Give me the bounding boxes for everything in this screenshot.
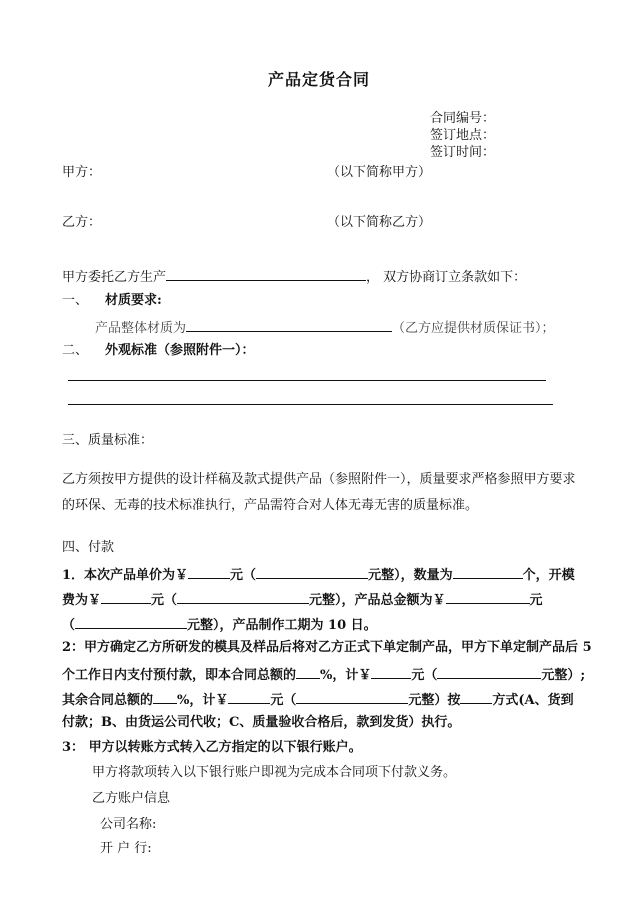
deposit-percent-blank [296,666,320,679]
product-name-blank [166,268,366,281]
section-1-number: 一、 [62,293,89,308]
balance-words-blank [296,691,408,704]
deposit-amount-label: %，计￥ [320,668,372,683]
balance-method-label: 元整）按 [408,693,461,708]
payment-clause-1-line-2 [62,591,543,607]
party-b-note: （以下简称乙方） [327,215,432,230]
yuan-open-3: 元（ [411,668,438,683]
method-options-start: 方式(A、货到 [492,693,574,708]
production-period-text: 元整），产品制作工期为 10 日。 [187,618,377,633]
payment-clause-2-line-3 [62,691,574,707]
party-a-note: （以下简称甲方） [327,165,432,180]
contract-title: 产品定货合同 [268,70,371,89]
mold-label: 个，开模 [522,568,575,583]
yuan-open-4: 元（ [270,693,297,708]
sign-place-label: 签订地点： [430,128,496,143]
party-a-label: 甲方： [62,165,102,180]
intro-tail: ， 双方协商订立条款如下： [366,270,527,285]
payment-clause-2-line-2 [62,666,585,682]
company-name-label: 公司名称: [100,817,157,832]
material-line [95,319,555,335]
yuan-close-3: 元整）; [541,668,586,683]
quality-paragraph-line-1: 乙方须按甲方提供的设计样稿及款式提供产品（参照附件一），质量要求严格参照甲方要求 [62,472,576,487]
material-tail: （乙方应提供材质保证书）； [392,321,555,336]
party-b-account-info-heading: 乙方账户信息 [92,791,171,806]
paren-open: （ [62,618,76,633]
intro-clause [62,268,526,284]
quantity-blank [453,566,523,579]
total-amount-label: 元整），产品总金额为￥ [309,593,446,608]
mold-fee-label: 费为￥ [62,593,102,608]
payment-clause-2-line-4: 付款；B、由货运公司代收；C、质量验收合格后，款到发货）执行。 [62,715,461,730]
unit-price-blank [188,566,230,579]
contract-number-label: 合同编号： [430,111,496,126]
total-words-blank [75,616,187,629]
section-3-title: 三、质量标准： [62,433,154,448]
section-2-number: 二、 [62,343,89,358]
deposit-amount-blank [371,666,411,679]
appearance-line-2 [68,404,553,405]
section-4-title: 四、付款 [62,540,115,555]
balance-amount-blank [228,691,270,704]
mold-fee-words-blank [177,591,309,604]
payment-clause-1-line-1 [62,566,575,582]
deposit-words-blank [437,666,541,679]
sign-time-label: 签订时间： [430,145,496,160]
unit-price-label: 1．本次产品单价为￥ [62,568,189,583]
mold-fee-blank [101,591,151,604]
deposit-label: 个工作日内支付预付款，即本合同总额的 [62,668,297,683]
section-2-title: 外观标准（参照附件一）： [105,343,255,358]
payment-clause-3: 3： 甲方以转账方式转入乙方指定的以下银行账户。 [62,740,362,755]
yuan-open: 元（ [230,568,257,583]
yuan-open-2: 元（ [151,593,178,608]
payment-clause-1-line-3 [62,616,377,632]
appearance-line-1 [68,380,546,381]
material-blank [186,319,392,332]
payment-method-blank [460,691,492,704]
balance-percent-blank [153,691,177,704]
balance-label: 其余合同总额的 [62,693,154,708]
total-amount-blank [446,591,530,604]
yuan-label: 元 [529,593,543,608]
transfer-note: 甲方将款项转入以下银行账户即视为完成本合同项下付款义务。 [92,765,457,780]
intro-lead: 甲方委托乙方生产 [62,270,167,285]
unit-price-words-blank [256,566,368,579]
payment-clause-2-line-1: 2：甲方确定乙方所研发的模具及样品后将对乙方正式下单定制产品，甲方下单定制产品后 5 [62,640,592,655]
party-b-label: 乙方： [62,215,102,230]
material-lead: 产品整体材质为 [95,321,187,336]
quality-paragraph-line-2: 的环保、无毒的技术标准执行，产品需符合对人体无毒无害的质量标准。 [62,498,479,513]
section-1-title: 材质要求: [105,293,162,308]
balance-amount-label: %，计￥ [177,693,229,708]
bank-label: 开 户 行: [100,841,152,856]
quantity-label: 元整），数量为 [368,568,453,583]
